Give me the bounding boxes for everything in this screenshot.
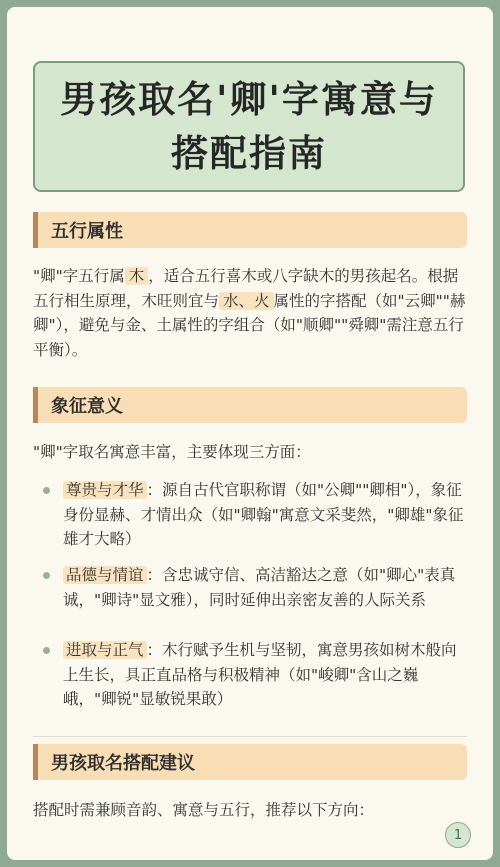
bullet-dot-icon: [43, 647, 50, 654]
section-heading-symbolism: 象征意义: [33, 387, 467, 423]
section-heading-wuxing: 五行属性: [33, 212, 467, 248]
wuxing-text-b: ，适合五行喜木或八字缺木的男孩起名。根据五行相生原理，木旺则宜与: [33, 267, 459, 310]
wuxing-highlight-water-fire: 水、火: [219, 292, 274, 310]
list-item: [43, 478, 467, 552]
wuxing-highlight-wood: 木: [125, 267, 149, 285]
bullet-dot-icon: [43, 572, 50, 579]
bullet-text: ：木行赋予生机与坚韧，寓意男孩如树木般向上生长，具正直品格与积极精神（如"峻卿"含山之巍峨，"卿锐"显敏锐果敢）: [63, 641, 457, 708]
symbolism-intro: "卿"字取名寓意丰富，主要体现三方面：: [33, 443, 311, 461]
bullet-dot-icon: [43, 487, 50, 494]
wuxing-text-a: "卿"字五行属: [33, 267, 125, 285]
list-item: [43, 638, 467, 712]
wuxing-text-c: 属性的字搭配（如"云卿""赫卿"），避免与金、土属性的字组合（如"顺卿""舜卿"需注意五行平衡）。: [33, 291, 466, 359]
bullet-label: 进取与正气: [63, 641, 147, 659]
bullet-label: 品德与情谊: [63, 566, 147, 584]
title-banner: [33, 61, 465, 192]
wuxing-paragraph: [33, 264, 469, 362]
list-item: [43, 563, 467, 612]
section-heading-suggestions: 男孩取名搭配建议: [33, 744, 467, 780]
page-title-line-2: 搭配指南: [171, 131, 327, 175]
page-title-line-1: 男孩取名'卿'字寓意与: [60, 77, 438, 121]
page-number-badge: 1: [445, 822, 471, 848]
bullet-label: 尊贵与才华: [63, 481, 147, 499]
suggestions-intro: 搭配时需兼顾音韵、寓意与五行，推荐以下方向：: [33, 801, 375, 819]
bullet-text: ：源自古代官职称谓（如"公卿""卿相"），象征身份显赫、才情出众（如"卿翰"寓意文采斐然，"卿雄"象征雄才大略）: [63, 481, 464, 548]
section-divider: [33, 736, 467, 737]
bullet-text: ：含忠诚守信、高洁豁达之意（如"卿心"表真诚，"卿诗"显文雅），同时延伸出亲密友善的人际关系: [63, 566, 456, 609]
page-card: [7, 7, 493, 860]
